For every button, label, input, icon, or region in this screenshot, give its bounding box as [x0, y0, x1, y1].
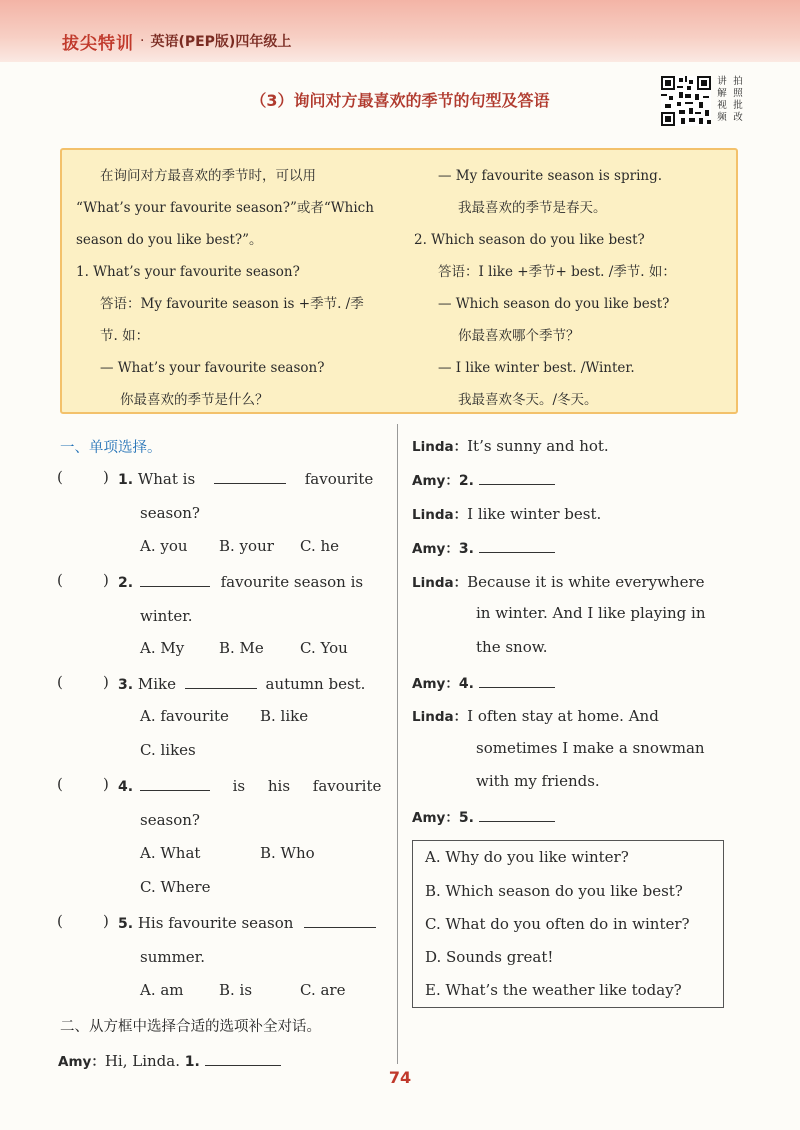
- choice-e: E. What’s the weather like today?: [425, 981, 682, 999]
- answer-slot-5[interactable]: [68, 912, 100, 932]
- tip-line: 答语：I like +季节+ best. /季节. 如：: [438, 264, 676, 280]
- blank[interactable]: [214, 468, 286, 484]
- dialogue-line-cont: sometimes I make a snowman: [476, 739, 705, 757]
- question-1: 1. What is favourite: [118, 470, 374, 488]
- option: C. are: [300, 981, 346, 999]
- answer-slot-3[interactable]: [68, 673, 100, 693]
- option: A. favourite: [140, 707, 229, 725]
- option: A. you: [140, 537, 188, 555]
- question-3: 3. Mike autumn best.: [118, 675, 366, 693]
- brand-subtitle: 英语(PEP版)四年级上: [150, 34, 292, 50]
- answer-slot-4[interactable]: [68, 775, 100, 795]
- tip-line: 在询问对方最喜欢的季节时，可以用: [100, 168, 316, 184]
- dialogue-line: Amy：4.: [412, 672, 555, 692]
- tip-line: 你最喜欢哪个季节？: [458, 328, 580, 344]
- tip-line: — Which season do you like best?: [438, 296, 670, 312]
- choice-b: B. Which season do you like best?: [425, 882, 683, 900]
- dialogue-line: Linda：Because it is white everywhere: [412, 573, 705, 591]
- blank[interactable]: [185, 673, 257, 689]
- section-title: （3）询问对方最喜欢的季节的句型及答语: [250, 91, 550, 110]
- answer-paren-close: ): [103, 571, 109, 589]
- answer-paren-close: ): [103, 468, 109, 486]
- question-1-cont: season?: [140, 504, 200, 522]
- answer-paren-open: (: [57, 468, 63, 486]
- dialogue-line: Amy：Hi, Linda. 1.: [58, 1050, 281, 1070]
- dialogue-line: Linda：I often stay at home. And: [412, 707, 659, 725]
- part2-heading: 二、从方框中选择合适的选项补全对话。: [60, 1019, 321, 1035]
- dialogue-line: Amy：2.: [412, 469, 555, 489]
- tip-line: — My favourite season is spring.: [438, 168, 663, 184]
- qr-label: 讲 拍 解 照 视 批 频 改: [717, 76, 743, 123]
- answer-paren-open: (: [57, 912, 63, 930]
- question-2-cont: winter.: [140, 607, 193, 625]
- choice-c: C. What do you often do in winter?: [425, 915, 690, 933]
- answer-slot-2[interactable]: [68, 571, 100, 591]
- tip-line: 1. What’s your favourite season?: [76, 264, 300, 280]
- answer-paren-close: ): [103, 775, 109, 793]
- brand-dot: ·: [140, 33, 145, 49]
- dialogue-line: Amy：3.: [412, 537, 555, 557]
- tip-left-column: [76, 160, 398, 416]
- dialogue-line-cont: in winter. And I like playing in: [476, 604, 706, 622]
- option: C. likes: [140, 741, 196, 759]
- choice-d: D. Sounds great!: [425, 948, 554, 966]
- question-5-cont: summer.: [140, 948, 205, 966]
- dialogue-blank[interactable]: [479, 537, 555, 553]
- tip-box: [60, 148, 738, 414]
- tip-line: 我最喜欢的季节是春天。: [458, 200, 607, 216]
- answer-paren-open: (: [57, 775, 63, 793]
- answer-paren-open: (: [57, 571, 63, 589]
- option: B. is: [219, 981, 253, 999]
- tip-right-column: [414, 160, 734, 416]
- question-4: 4. is his favourite: [118, 777, 382, 795]
- tip-line: season do you like best?”。: [76, 232, 263, 248]
- blank[interactable]: [304, 912, 376, 928]
- question-2: 2. favourite season is: [118, 573, 364, 591]
- tip-line: 2. Which season do you like best?: [414, 232, 645, 248]
- answer-paren-open: (: [57, 673, 63, 691]
- brand-title: 拔尖特训: [62, 33, 134, 54]
- option: A. What: [140, 844, 201, 862]
- dialogue-line-cont: the snow.: [476, 638, 548, 656]
- brand: [62, 28, 291, 54]
- question-5: 5. His favourite season: [118, 912, 376, 934]
- dialogue-blank[interactable]: [479, 672, 555, 688]
- page-number: 74: [388, 1068, 412, 1087]
- tip-line: 答语：My favourite season is +季节. /季: [100, 296, 364, 312]
- option: C. he: [300, 537, 340, 555]
- dialogue-line: Linda：It’s sunny and hot.: [412, 437, 609, 455]
- option: B. Who: [260, 844, 315, 862]
- qr-code-icon[interactable]: [661, 76, 711, 126]
- option: A. am: [140, 981, 184, 999]
- choice-box: [412, 840, 724, 1008]
- dialogue-blank[interactable]: [479, 806, 555, 822]
- answer-slot-1[interactable]: [68, 468, 100, 488]
- tip-line: “What’s your favourite season?”或者“Which: [76, 200, 374, 216]
- question-4-cont: season?: [140, 811, 200, 829]
- option: C. You: [300, 639, 348, 657]
- tip-line: 节. 如：: [100, 328, 150, 344]
- dialogue-line-cont: with my friends.: [476, 772, 600, 790]
- tip-line: 我最喜欢冬天。/冬天。: [458, 392, 598, 408]
- option: A. My: [140, 639, 185, 657]
- tip-line: — I like winter best. /Winter.: [438, 360, 635, 376]
- tip-line: — What’s your favourite season?: [100, 360, 325, 376]
- dialogue-line: Linda：I like winter best.: [412, 505, 602, 523]
- blank[interactable]: [140, 775, 210, 791]
- option: C. Where: [140, 878, 211, 896]
- dialogue-blank[interactable]: [205, 1050, 281, 1066]
- dialogue-blank[interactable]: [479, 469, 555, 485]
- answer-paren-close: ): [103, 673, 109, 691]
- option: B. Me: [219, 639, 264, 657]
- answer-paren-close: ): [103, 912, 109, 930]
- choice-a: A. Why do you like winter?: [425, 848, 629, 866]
- option: B. like: [260, 707, 309, 725]
- column-divider: [397, 424, 398, 1064]
- blank[interactable]: [140, 571, 210, 587]
- dialogue-line: Amy：5.: [412, 806, 555, 826]
- part1-heading: 一、单项选择。: [60, 440, 162, 456]
- tip-line: 你最喜欢的季节是什么？: [120, 392, 269, 408]
- option: B. your: [219, 537, 274, 555]
